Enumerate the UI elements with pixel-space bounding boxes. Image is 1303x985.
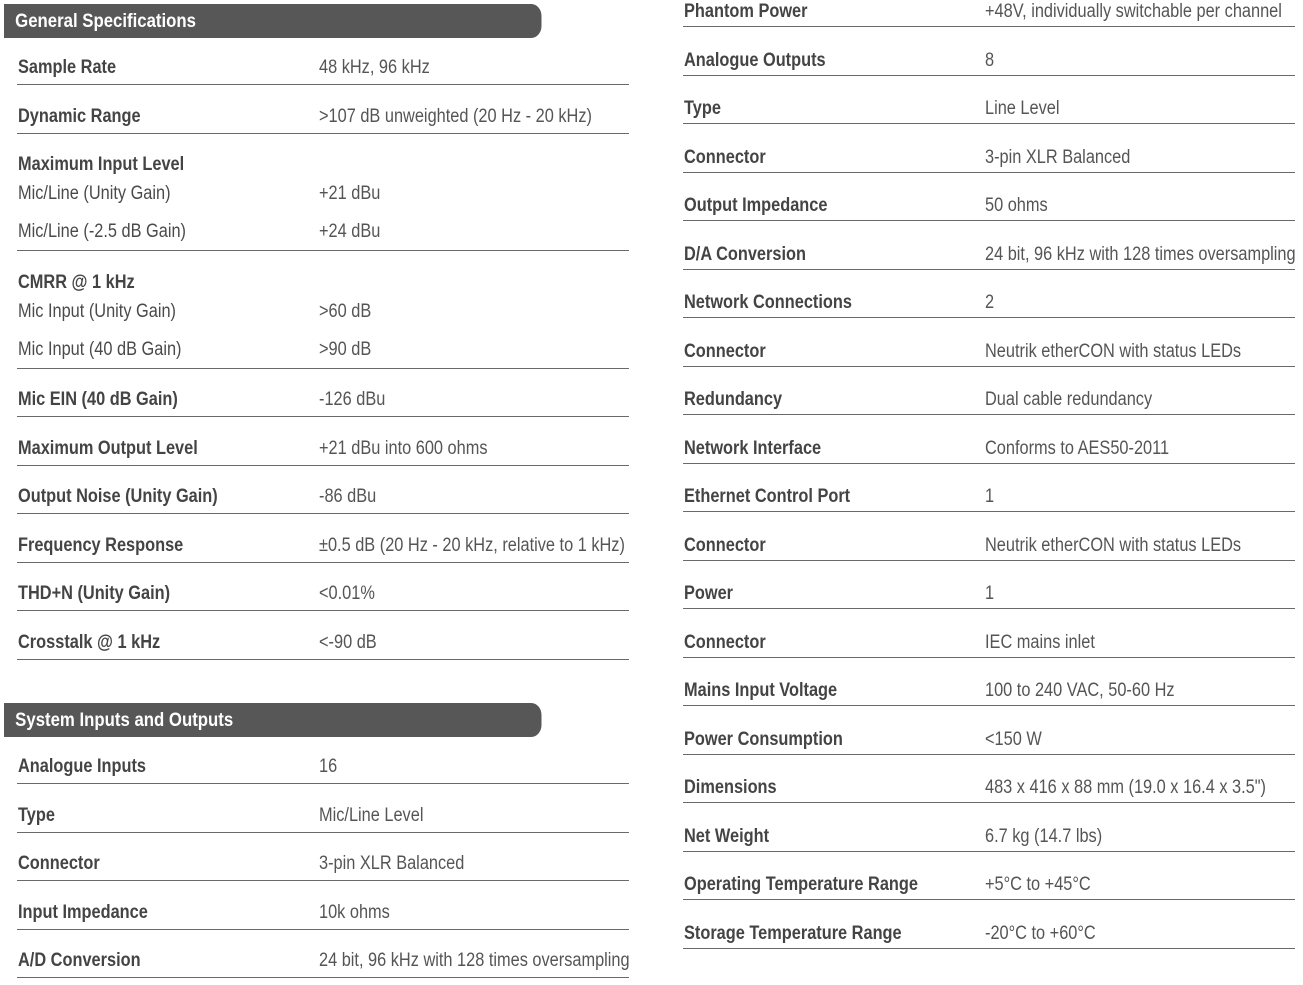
spec-label: Sample Rate	[18, 57, 117, 78]
spec-label: D/A Conversion	[684, 243, 806, 265]
spec-row-ethernet-control-port	[683, 483, 1295, 512]
spec-row	[17, 387, 629, 417]
spec-value: 24 bit, 96 kHz with 128 times oversampling	[985, 243, 1296, 265]
spec-value: 3-pin XLR Balanced	[985, 146, 1131, 168]
spec-line-output-noise-unity-gain	[17, 483, 629, 511]
spec-row	[17, 900, 629, 930]
spec-row	[17, 436, 629, 466]
spec-row-connector	[683, 144, 1295, 173]
spec-label: Connector	[684, 631, 766, 653]
spec-line-connector	[683, 629, 1295, 657]
spec-line-network-interface	[683, 435, 1295, 463]
spec-row-connector	[683, 338, 1295, 367]
spec-row	[17, 948, 629, 978]
spec-value: Conforms to AES50-2011	[985, 437, 1170, 459]
spec-line-dimensions	[683, 774, 1295, 802]
spec-label: Power Consumption	[684, 728, 843, 750]
spec-label: Operating Temperature Range	[684, 874, 918, 895]
spec-line-connector	[17, 850, 629, 878]
spec-row	[17, 851, 629, 881]
spec-label: THD+N (Unity Gain)	[18, 583, 171, 604]
spec-line-maximum-input-level	[17, 151, 629, 179]
spec-row	[17, 484, 629, 514]
spec-row	[17, 803, 629, 833]
spec-value: >60 dB	[319, 300, 372, 322]
spec-line-mains-input-voltage	[683, 677, 1295, 705]
spec-label: Mic Input (40 dB Gain)	[18, 338, 182, 360]
spec-value: 50 ohms	[985, 195, 1048, 216]
spec-line-storage-temperature-range	[683, 920, 1295, 948]
spec-line-d-a-conversion	[683, 241, 1295, 269]
spec-label: Mic/Line (-2.5 dB Gain)	[18, 221, 187, 242]
spec-row-type	[683, 95, 1295, 124]
spec-value: <150 W	[985, 728, 1042, 750]
spec-label: A/D Conversion	[18, 950, 141, 971]
spec-line-mic-input-40-db-gain	[17, 336, 629, 364]
spec-row	[17, 55, 629, 85]
spec-label: Output Noise (Unity Gain)	[18, 486, 218, 507]
spec-line-dynamic-range	[17, 103, 629, 131]
spec-line-analogue-inputs	[17, 753, 629, 781]
section-header-general-specifications: General Specifications	[4, 4, 542, 38]
spec-value: Mic/Line Level	[319, 804, 424, 826]
spec-line-phantom-power	[683, 0, 1295, 26]
spec-line-cmrr-1-khz	[17, 269, 629, 297]
spec-row	[17, 533, 629, 563]
spec-line-thd-n-unity-gain	[17, 580, 629, 608]
spec-line-analogue-outputs	[683, 47, 1295, 75]
spec-row-operating-temperature-range	[683, 871, 1295, 900]
spec-value: +21 dBu	[319, 183, 381, 204]
spec-line-network-connections	[683, 289, 1295, 317]
spec-label: Input Impedance	[18, 901, 148, 923]
spec-line-input-impedance	[17, 899, 629, 927]
spec-row-mains-input-voltage	[683, 677, 1295, 706]
spec-value: Dual cable redundancy	[985, 389, 1153, 410]
spec-value: Neutrik etherCON with status LEDs	[985, 534, 1242, 556]
spec-value: Neutrik etherCON with status LEDs	[985, 340, 1242, 362]
spec-row	[17, 630, 629, 660]
spec-value: 48 kHz, 96 kHz	[319, 57, 430, 78]
spec-label: Power	[684, 583, 734, 604]
spec-value: 1	[985, 486, 995, 507]
spec-label: Network Interface	[684, 437, 822, 459]
spec-line-connector	[683, 144, 1295, 172]
spec-value: -20°C to +60°C	[985, 922, 1096, 944]
spec-label: Connector	[684, 146, 766, 168]
spec-value: Line Level	[985, 98, 1060, 119]
spec-label: CMRR @ 1 kHz	[18, 271, 135, 293]
spec-row	[17, 104, 629, 134]
spec-line-connector	[683, 532, 1295, 560]
spec-label: Storage Temperature Range	[684, 922, 902, 944]
spec-line-net-weight	[683, 823, 1295, 851]
spec-label: Dimensions	[684, 777, 777, 798]
spec-line-maximum-output-level	[17, 435, 629, 463]
spec-value: 24 bit, 96 kHz with 128 times oversampling	[319, 950, 630, 971]
spec-label: Type	[684, 98, 721, 119]
spec-row-phantom-power	[683, 0, 1295, 27]
spec-label: Ethernet Control Port	[684, 486, 851, 507]
spec-value: <0.01%	[319, 583, 375, 604]
spec-label: Mic EIN (40 dB Gain)	[18, 389, 178, 410]
spec-value: 1	[985, 583, 995, 604]
spec-line-type	[683, 95, 1295, 123]
spec-row	[17, 152, 629, 251]
spec-label: Maximum Input Level	[18, 154, 185, 175]
spec-value: -86 dBu	[319, 486, 377, 507]
spec-label: Output Impedance	[684, 195, 828, 216]
spec-line-connector	[683, 338, 1295, 366]
spec-value: 483 x 416 x 88 mm (19.0 x 16.4 x 3.5")	[985, 777, 1267, 798]
spec-row-net-weight	[683, 823, 1295, 852]
spec-row	[17, 581, 629, 611]
spec-label: Mic/Line (Unity Gain)	[18, 183, 171, 204]
spec-label: Type	[18, 804, 55, 826]
spec-line-mic-line-unity-gain	[17, 180, 629, 208]
spec-value: IEC mains inlet	[985, 631, 1095, 653]
spec-label: Redundancy	[684, 389, 783, 410]
spec-line-mic-ein-40-db-gain	[17, 386, 629, 414]
spec-label: Crosstalk @ 1 kHz	[18, 631, 161, 653]
spec-value: 6.7 kg (14.7 lbs)	[985, 825, 1103, 847]
spec-value: +5°C to +45°C	[985, 874, 1091, 895]
spec-line-sample-rate	[17, 54, 629, 82]
spec-row-storage-temperature-range	[683, 920, 1295, 949]
spec-label: Maximum Output Level	[18, 437, 198, 459]
spec-line-frequency-response	[17, 532, 629, 560]
section-header-system-inputs-and-outputs: System Inputs and Outputs	[4, 703, 542, 737]
spec-line-type	[17, 802, 629, 830]
spec-label: Phantom Power	[684, 1, 808, 22]
spec-line-power-consumption	[683, 726, 1295, 754]
spec-row	[17, 754, 629, 784]
spec-value: +21 dBu into 600 ohms	[319, 437, 488, 459]
spec-row-power-consumption	[683, 726, 1295, 755]
spec-value: >90 dB	[319, 338, 372, 360]
spec-row-d-a-conversion	[683, 241, 1295, 270]
spec-line-mic-line-2-5-db-gain	[17, 218, 629, 246]
spec-line-operating-temperature-range	[683, 871, 1295, 899]
spec-label: Network Connections	[684, 292, 852, 313]
spec-label: Connector	[684, 534, 766, 556]
spec-value: ±0.5 dB (20 Hz - 20 kHz, relative to 1 kHz)	[319, 534, 625, 556]
spec-label: Connector	[18, 853, 100, 874]
spec-row-redundancy	[683, 386, 1295, 415]
spec-value: 10k ohms	[319, 901, 390, 923]
spec-label: Mains Input Voltage	[684, 680, 838, 701]
spec-row-connector	[683, 629, 1295, 658]
spec-row-analogue-outputs	[683, 47, 1295, 76]
spec-value: -126 dBu	[319, 389, 386, 410]
spec-label: Mic Input (Unity Gain)	[18, 300, 177, 322]
spec-label: Dynamic Range	[18, 105, 141, 127]
spec-value: +48V, individually switchable per channel	[985, 1, 1282, 22]
spec-value: 16	[319, 756, 338, 777]
spec-line-power	[683, 580, 1295, 608]
spec-row-dimensions	[683, 774, 1295, 803]
spec-row	[17, 270, 629, 369]
spec-label: Net Weight	[684, 825, 770, 847]
spec-line-ethernet-control-port	[683, 483, 1295, 511]
spec-row-network-interface	[683, 435, 1295, 464]
spec-value: 2	[985, 292, 995, 313]
spec-line-a-d-conversion	[17, 947, 629, 975]
spec-value: 3-pin XLR Balanced	[319, 853, 465, 874]
spec-label: Connector	[684, 340, 766, 362]
spec-value: >107 dB unweighted (20 Hz - 20 kHz)	[319, 105, 592, 127]
spec-line-crosstalk-1-khz	[17, 629, 629, 657]
spec-label: Analogue Outputs	[684, 49, 826, 71]
spec-line-output-impedance	[683, 192, 1295, 220]
spec-line-mic-input-unity-gain	[17, 298, 629, 326]
spec-row-output-impedance	[683, 192, 1295, 221]
spec-value: 8	[985, 49, 995, 71]
spec-label: Frequency Response	[18, 534, 184, 556]
spec-value: 100 to 240 VAC, 50-60 Hz	[985, 680, 1175, 701]
spec-line-redundancy	[683, 386, 1295, 414]
spec-label: Analogue Inputs	[18, 756, 146, 777]
spec-row-connector	[683, 532, 1295, 561]
spec-row-power	[683, 580, 1295, 609]
spec-row-network-connections	[683, 289, 1295, 318]
spec-value: <-90 dB	[319, 631, 377, 653]
spec-value: +24 dBu	[319, 221, 381, 242]
